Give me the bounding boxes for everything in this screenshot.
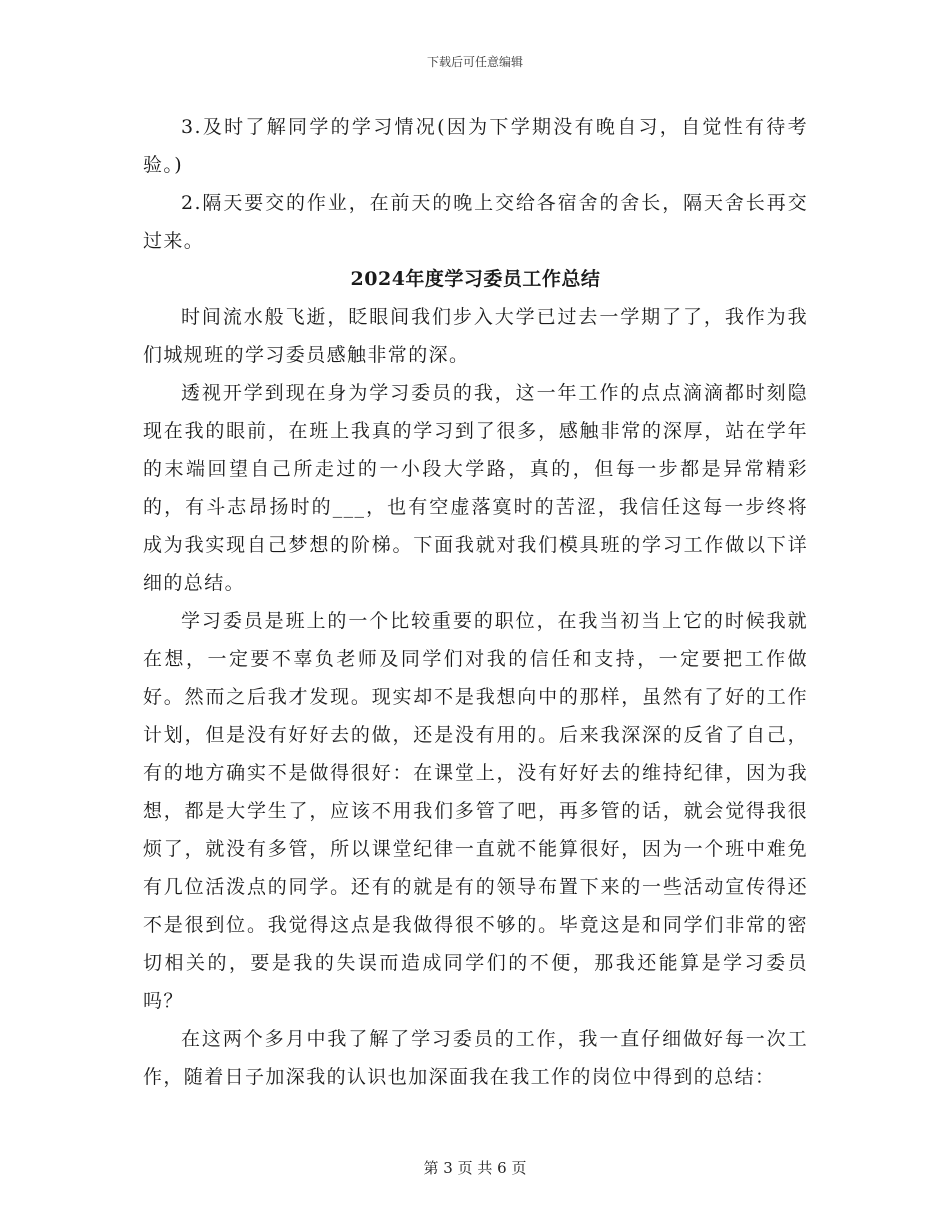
paragraph-intro: 时间流水般飞逝，眨眼间我们步入大学已过去一学期了了，我作为我们城规班的学习委员感触非常的深。 [143,306,808,366]
paragraph-item-3: 3.及时了解同学的学习情况(因为下学期没有晚自习，自觉性有待考验。) [143,116,808,176]
paragraph-summary-lead: 在这两个多月中我了解了学习委员的工作，我一直仔细做好每一次工作，随着日子加深我的认识也加深面我在我工作的岗位中得到的总结： [143,1028,808,1088]
paragraph-reflection: 透视开学到现在身为学习委员的我，这一年工作的点点滴滴都时刻隐现在我的眼前，在班上我真的学习到了很多，感触非常的深厚，站在学年的末端回望自己所走过的一小段大学路，真的，但每一步都是异常精彩的，有斗志昂扬时的___，也有空虚落寞时的苦涩，我信任这每一步终将成为我实现自己梦想的阶梯。下面我就对我们模具班的学习工作做以下详细的总结。 [143,382,808,594]
document-body [143,108,808,1096]
section-title: 2024年度学习委员工作总结 [350,268,601,290]
paragraph-role: 学习委员是班上的一个比较重要的职位，在我当初当上它的时候我就在想，一定要不辜负老师及同学们对我的信任和支持，一定要把工作做好。然而之后我才发现。现实却不是我想向中的那样，虽然有了好的工作计划，但是没有好好去的做，还是没有用的。后来我深深的反省了自己，有的地方确实不是做得很好：在课堂上，没有好好去的维持纪律，因为我想，都是大学生了，应该不用我们多管了吧，再多管的话，就会觉得我很烦了，就没有多管，所以课堂纪律一直就不能算很好，因为一个班中难免有几位活泼点的同学。还有的就是有的领导布置下来的一些活动宣传得还不是很到位。我觉得这点是我做得很不够的。毕竟这是和同学们非常的密切相关的，要是我的失误而造成同学们的不便，那我还能算是学习委员吗？ [143,610,808,1012]
paragraph-item-2: 2.隔天要交的作业，在前天的晚上交给各宿舍的舍长，隔天舍长再交过来。 [143,192,808,252]
page-number: 第 3 页 共 6 页 [423,1159,527,1177]
page-header: 下载后可任意编辑 [426,55,523,69]
